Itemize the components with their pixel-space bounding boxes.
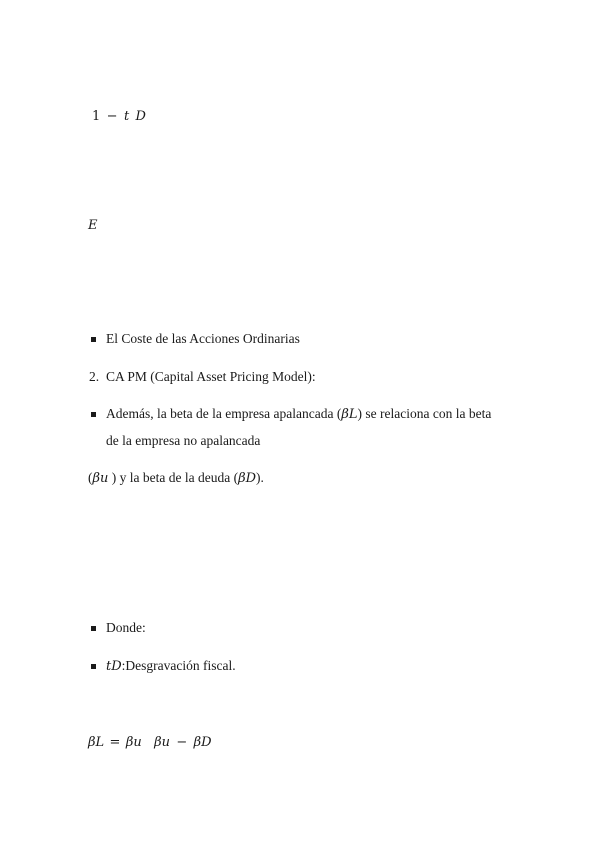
bullet-marker xyxy=(91,412,96,417)
bullet-marker xyxy=(91,337,96,342)
formula-bottom-lhs: βL xyxy=(88,735,105,750)
formula-top-t: t xyxy=(123,109,130,124)
formula-top-minus: − xyxy=(106,109,118,124)
bullet-marker xyxy=(91,664,96,669)
numbered-item-capm-text: CA PM (Capital Asset Pricing Model): xyxy=(106,369,316,384)
ademas-line3-text-a: ( xyxy=(88,470,93,485)
formula-bottom-term1: βu xyxy=(125,735,142,750)
formula-e: E xyxy=(88,218,98,233)
bullet-donde-text: Donde: xyxy=(106,620,146,635)
bullet-ademas-line1 xyxy=(106,406,491,422)
bullet-coste-text: El Coste de las Acciones Ordinarias xyxy=(106,331,300,346)
ademas-line1-text-b: ) se relaciona con la beta xyxy=(357,406,492,421)
ademas-line3-text-c: ). xyxy=(256,470,264,485)
ademas-line3-text-b: ) y la beta de la deuda ( xyxy=(108,470,239,485)
ademas-line3-beta-u: βu xyxy=(92,471,109,486)
ademas-line3-beta-d: βD xyxy=(238,471,257,486)
bullet-marker xyxy=(91,626,96,631)
paragraph-ademas-line3 xyxy=(88,470,264,486)
formula-bottom-term3: βD xyxy=(193,735,212,750)
bullet-ademas-line2: de la empresa no apalancada xyxy=(106,433,261,448)
td-math: tD xyxy=(106,659,122,674)
formula-bottom xyxy=(88,734,212,750)
formula-top-d: D xyxy=(135,109,146,124)
formula-bottom-term2: βu xyxy=(154,735,170,750)
formula-bottom-minus: − xyxy=(176,735,188,750)
formula-bottom-eq: = xyxy=(109,735,121,750)
numbered-item-number: 2. xyxy=(89,369,100,384)
td-text: :Desgravación fiscal. xyxy=(121,658,236,673)
ademas-line1-text-a: Además, la beta de la empresa apalancada ( xyxy=(106,406,342,421)
ademas-line1-beta-l: βL xyxy=(341,407,358,422)
formula-top xyxy=(92,108,146,124)
formula-top-one: 1 xyxy=(92,109,101,124)
bullet-td xyxy=(106,658,236,674)
